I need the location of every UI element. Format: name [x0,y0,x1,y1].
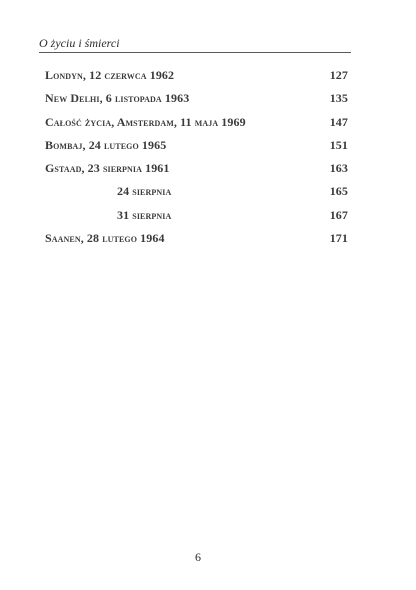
toc-entry-title: 24 sierpnia [117,184,172,199]
toc-entry-title: New Delhi, 6 listopada 1963 [45,91,190,106]
toc-entry[interactable] [45,137,348,160]
page-number: 6 [195,550,201,564]
toc-entry-title: Saanen, 28 lutego 1964 [45,231,165,246]
toc-entry[interactable] [45,114,348,137]
toc-subentry[interactable] [45,207,348,230]
table-of-contents [45,67,348,253]
toc-entry-title: 31 sierpnia [117,207,172,222]
toc-entry-title: Całość życia, Amsterdam, 11 maja 1969 [45,114,246,129]
toc-entry-page: 151 [329,137,348,152]
toc-subentry[interactable] [45,183,348,206]
toc-entry-page: 163 [329,161,348,176]
toc-entry[interactable] [45,230,348,253]
toc-entry[interactable] [45,67,348,90]
toc-entry-title: Londyn, 12 czerwca 1962 [45,68,175,82]
toc-entry-page: 171 [329,231,348,246]
toc-entry-page: 167 [329,207,348,222]
toc-entry-page: 165 [329,184,348,199]
toc-entry-page: 135 [329,91,348,106]
toc-entry[interactable] [45,90,348,113]
toc-entry[interactable] [45,160,348,183]
toc-entry-title: Gstaad, 23 sierpnia 1961 [45,161,170,176]
running-head: O życiu i śmierci [39,36,120,50]
toc-entry-title: Bombaj, 24 lutego 1965 [45,137,167,152]
toc-entry-page: 147 [329,114,348,129]
header-rule [39,52,351,53]
toc-entry-page: 127 [329,68,348,82]
